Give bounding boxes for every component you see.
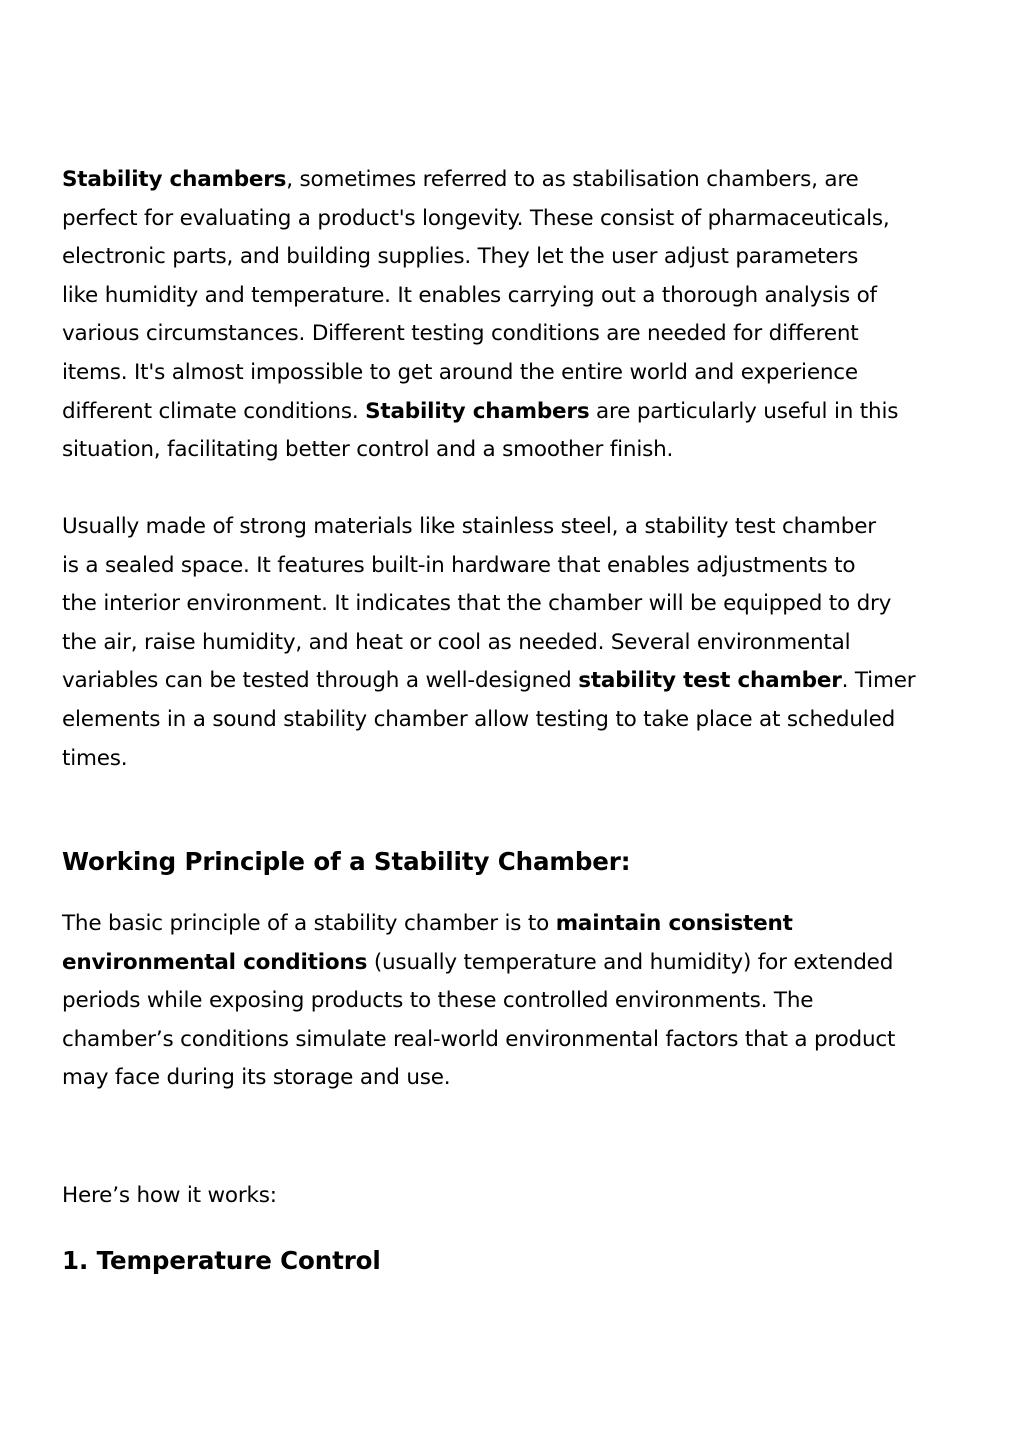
text-run: . Timer [841, 668, 916, 694]
text-line: items. It's almost impossible to get around the entire world and experience [62, 359, 858, 385]
text-line: Usually made of strong materials like stainless steel, a stability test chamber [62, 514, 876, 539]
text-line: elements in a sound stability chamber allow testing to take place at scheduled [62, 706, 896, 732]
text-line: may face during its storage and use. [62, 1065, 451, 1091]
text-line: the air, raise humidity, and heat or cool as needed. Several environmental [62, 629, 851, 655]
text-line: perfect for evaluating a product's longevity. These consist of pharmaceuticals, [62, 205, 890, 231]
text-line: situation, facilitating better control and a smoother finish. [62, 437, 674, 463]
text-line [62, 662, 962, 701]
materials-paragraph [62, 508, 962, 778]
text-line [62, 161, 962, 200]
text-line: like humidity and temperature. It enables carrying out a thorough analysis of [62, 282, 877, 308]
text-line: the interior environment. It indicates that the chamber will be equipped to dry [62, 591, 892, 617]
intro-paragraph [62, 161, 962, 470]
text-line: various circumstances. Different testing conditions are needed for different [62, 321, 859, 347]
bold-term: maintain consistent [555, 911, 793, 936]
text-line: times. [62, 745, 128, 771]
text-line [62, 944, 962, 983]
text-line: chamber’s conditions simulate real-world environmental factors that a product [62, 1026, 896, 1052]
text-line [62, 905, 962, 944]
text-run: , sometimes referred to as stabilisation chambers, are [286, 167, 859, 192]
text-run: The basic principle of a stability chamber is to [62, 911, 556, 936]
section-heading-working-principle: Working Principle of a Stability Chamber: [62, 847, 631, 876]
bold-term: Stability chambers [62, 167, 287, 192]
principle-paragraph [62, 905, 962, 1098]
text-run: (usually temperature and humidity) for extended [367, 949, 894, 975]
how-it-works-intro: Here’s how it works: [62, 1183, 277, 1208]
text-line: is a sealed space. It features built-in hardware that enables adjustments to [62, 552, 856, 578]
bold-term: Stability chambers [365, 398, 590, 424]
text-line: periods while exposing products to these controlled environments. The [62, 988, 814, 1014]
text-run: are particularly useful in this [589, 398, 899, 424]
bold-term: environmental conditions [62, 949, 368, 975]
text-run: different climate conditions. [62, 398, 366, 424]
text-line: electronic parts, and building supplies. They let the user adjust parameters [62, 244, 859, 270]
text-line [62, 393, 962, 432]
bold-term: stability test chamber [578, 668, 842, 694]
section-heading-temperature-control: 1. Temperature Control [62, 1246, 381, 1275]
text-run: variables can be tested through a well-designed [62, 668, 579, 694]
